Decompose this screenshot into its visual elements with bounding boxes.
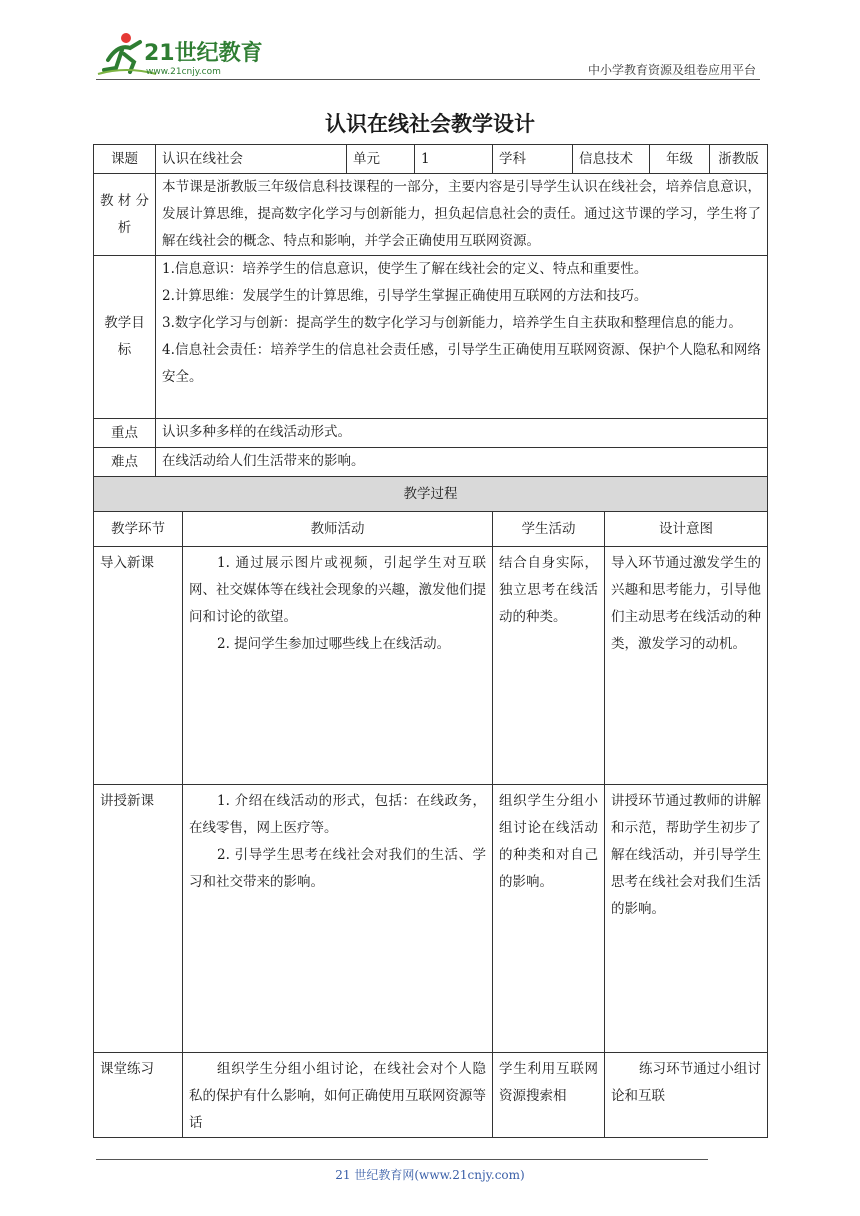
- student-activity: 结合自身实际，独立思考在线活动的种类。: [493, 547, 605, 785]
- objectives-row: [94, 256, 768, 419]
- design-intent: 导入环节通过激发学生的兴趣和思考能力，引导他们主动思考在线活动的种类，激发学习的动机。: [605, 547, 768, 785]
- subject-label: 学科: [493, 145, 573, 174]
- objectives-list: [156, 256, 768, 419]
- objective-item: 2.计算思维：发展学生的计算思维，引导学生掌握正确使用互联网的方法和技巧。: [162, 288, 648, 304]
- page-header: [0, 0, 860, 90]
- teacher-activity: [183, 547, 493, 785]
- teacher-step: 1. 通过展示图片或视频，引起学生对互联网、社交媒体等在线社会现象的兴趣，激发他们提问和讨论的欲望。: [189, 555, 486, 625]
- objective-item: 1.信息意识：培养学生的信息意识，使学生了解在线社会的定义、特点和重要性。: [162, 261, 648, 277]
- course-label: 课题: [94, 145, 156, 174]
- design-intent: 练习环节通过小组讨论和互联: [605, 1053, 768, 1138]
- key-point-text: 认识多种多样的在线活动形式。: [156, 419, 768, 448]
- key-point-row: [94, 419, 768, 448]
- logo-url: www.21cnjy.com: [146, 67, 221, 77]
- stage-label: 讲授新课: [94, 785, 183, 1053]
- course-value: 认识在线社会: [156, 145, 347, 174]
- column-header: 学生活动: [493, 512, 605, 547]
- teacher-step: 组织学生分组小组讨论，在线社会对个人隐私的保护有什么影响，如何正确使用互联网资源等话: [189, 1061, 486, 1131]
- column-header: 设计意图: [605, 512, 768, 547]
- process-section-row: [94, 477, 768, 512]
- process-row: [94, 547, 768, 785]
- objectives-label: 教学目标: [94, 256, 156, 419]
- header-divider: [96, 79, 760, 80]
- unit-label: 单元: [347, 145, 415, 174]
- unit-value: 1: [415, 145, 493, 174]
- grade-value: 浙教版: [710, 145, 768, 174]
- process-row: [94, 1053, 768, 1138]
- subject-value: 信息技术: [573, 145, 650, 174]
- teacher-activity: [183, 1053, 493, 1138]
- page-title: 认识在线社会教学设计: [325, 112, 535, 136]
- logo: [96, 30, 266, 80]
- teacher-step: 2. 提问学生参加过哪些线上在线活动。: [217, 636, 451, 652]
- grade-label: 年级: [650, 145, 710, 174]
- teacher-step: 1. 介绍在线活动的形式，包括：在线政务，在线零售，网上医疗等。: [189, 793, 486, 836]
- analysis-label: 教 材 分析: [94, 174, 156, 256]
- student-activity: 组织学生分组小组讨论在线活动的种类和对自己的影响。: [493, 785, 605, 1053]
- footer-divider: [96, 1159, 708, 1160]
- key-point-label: 重点: [94, 419, 156, 448]
- teacher-activity: [183, 785, 493, 1053]
- objective-item: 4.信息社会责任：培养学生的信息社会责任感，引导学生正确使用互联网资源、保护个人隐私和网络安全。: [162, 342, 761, 385]
- footer-link[interactable]: 21 世纪教育网(www.21cnjy.com): [335, 1168, 525, 1182]
- difficulty-text: 在线活动给人们生活带来的影响。: [156, 448, 768, 477]
- difficulty-row: [94, 448, 768, 477]
- process-row: [94, 785, 768, 1053]
- analysis-text: 本节课是浙教版三年级信息科技课程的一部分，主要内容是引导学生认识在线社会，培养信息意识，发展计算思维，提高数字化学习与创新能力，担负起信息社会的责任。通过这节课的学习，学生将了解在线社会的概念、特点和影响，并学会正确使用互联网资源。: [156, 174, 768, 256]
- design-intent: 讲授环节通过教师的讲解和示范，帮助学生初步了解在线活动，并引导学生思考在线社会对我们生活的影响。: [605, 785, 768, 1053]
- difficulty-label: 难点: [94, 448, 156, 477]
- analysis-row: [94, 174, 768, 256]
- teacher-step: 2. 引导学生思考在线社会对我们的生活、学习和社交带来的影响。: [189, 847, 486, 890]
- stage-label: 导入新课: [94, 547, 183, 785]
- logo-text: 21世纪教育: [144, 41, 263, 66]
- info-row: [94, 145, 768, 174]
- column-header: 教师活动: [183, 512, 493, 547]
- process-column-headers: [94, 512, 768, 547]
- column-header: 教学环节: [94, 512, 183, 547]
- student-activity: 学生利用互联网资源搜索相: [493, 1053, 605, 1138]
- platform-name: 中小学教育资源及组卷应用平台: [587, 63, 756, 77]
- process-section-title: 教学过程: [94, 477, 768, 512]
- lesson-plan-table: [93, 144, 768, 1138]
- stage-label: 课堂练习: [94, 1053, 183, 1138]
- objective-item: 3.数字化学习与创新：提高学生的数字化学习与创新能力，培养学生自主获取和整理信息的能力。: [162, 315, 742, 331]
